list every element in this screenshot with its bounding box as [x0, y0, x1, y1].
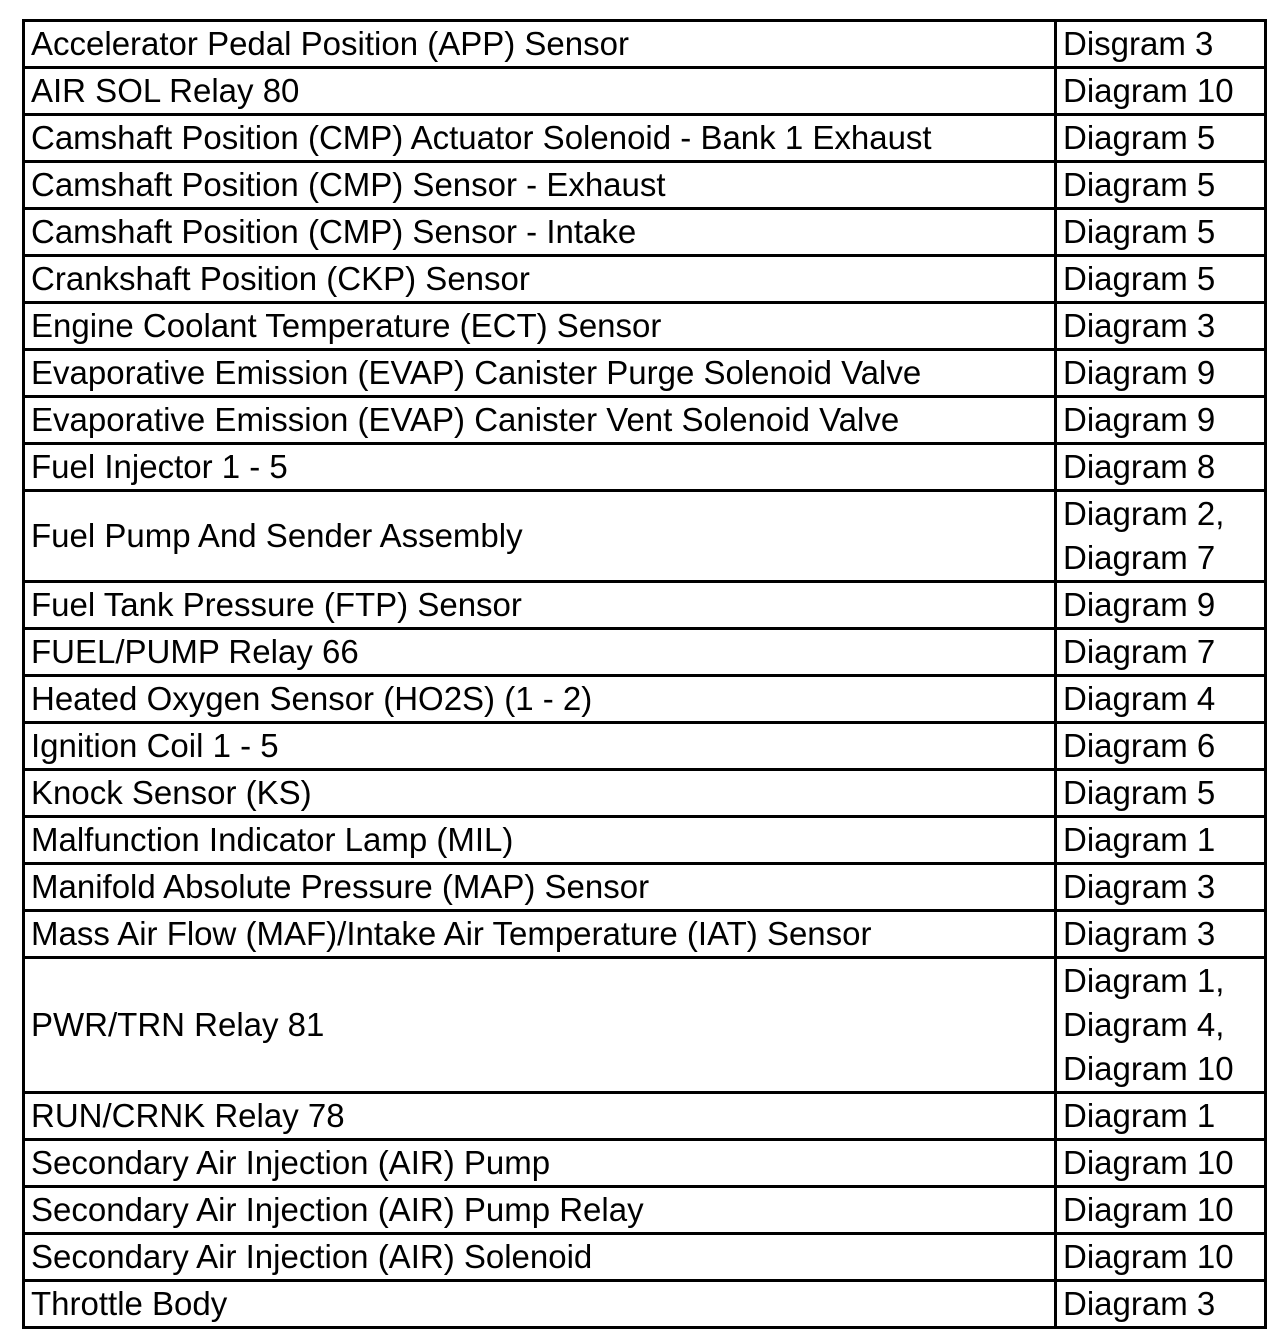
table-row — [24, 397, 1266, 444]
component-name-cell: Fuel Tank Pressure (FTP) Sensor — [24, 582, 1056, 629]
diagram-reference-cell — [1056, 21, 1266, 68]
diagram-reference: Diagram 10 — [1063, 1191, 1234, 1228]
diagram-reference-cell — [1056, 68, 1266, 115]
component-name-cell: Secondary Air Injection (AIR) Pump — [24, 1140, 1056, 1187]
diagram-reference: Diagram 9 — [1063, 401, 1216, 438]
diagram-reference-cell — [1056, 770, 1266, 817]
diagram-reference: Diagram 7 — [1063, 539, 1216, 576]
table-row — [24, 864, 1266, 911]
component-name-cell: Camshaft Position (CMP) Sensor - Intake — [24, 209, 1056, 256]
diagram-reference: Diagram 3 — [1063, 307, 1216, 344]
component-name-cell: Ignition Coil 1 - 5 — [24, 723, 1056, 770]
table-row — [24, 1187, 1266, 1234]
table-row — [24, 68, 1266, 115]
component-name-cell: Camshaft Position (CMP) Actuator Solenoid - Bank 1 Exhaust — [24, 115, 1056, 162]
diagram-reference: Diagram 10 — [1063, 1050, 1234, 1087]
diagram-reference-cell — [1056, 162, 1266, 209]
diagram-reference: Diagram 5 — [1063, 260, 1216, 297]
diagram-reference-cell — [1056, 1140, 1266, 1187]
diagram-reference: Diagram 4, — [1063, 1006, 1225, 1043]
diagram-reference-cell — [1056, 256, 1266, 303]
diagram-reference: Diagram 3 — [1063, 1285, 1216, 1322]
diagram-reference: Diagram 1 — [1063, 821, 1216, 858]
diagram-reference-cell — [1056, 1187, 1266, 1234]
diagram-reference: Diagram 3 — [1063, 868, 1216, 905]
table-row — [24, 958, 1266, 1093]
table-row — [24, 1093, 1266, 1140]
table-row — [24, 350, 1266, 397]
component-name-cell: Engine Coolant Temperature (ECT) Sensor — [24, 303, 1056, 350]
diagram-reference: Diagram 4 — [1063, 680, 1216, 717]
diagram-reference-cell — [1056, 629, 1266, 676]
table-row — [24, 162, 1266, 209]
table-row — [24, 444, 1266, 491]
component-name-cell: AIR SOL Relay 80 — [24, 68, 1056, 115]
table-row — [24, 21, 1266, 68]
diagram-reference-cell — [1056, 723, 1266, 770]
diagram-reference: Diagram 9 — [1063, 354, 1216, 391]
component-name-cell: Mass Air Flow (MAF)/Intake Air Temperature (IAT) Sensor — [24, 911, 1056, 958]
component-name-cell: Crankshaft Position (CKP) Sensor — [24, 256, 1056, 303]
diagram-reference-cell — [1056, 491, 1266, 582]
diagram-reference-cell — [1056, 1234, 1266, 1281]
table-row — [24, 676, 1266, 723]
diagram-reference-cell — [1056, 676, 1266, 723]
diagram-reference-cell — [1056, 817, 1266, 864]
component-name-cell: Fuel Injector 1 - 5 — [24, 444, 1056, 491]
table-row — [24, 1281, 1266, 1328]
table-row — [24, 723, 1266, 770]
component-name-cell: Malfunction Indicator Lamp (MIL) — [24, 817, 1056, 864]
diagram-reference: Diagram 3 — [1063, 915, 1216, 952]
diagram-reference: Diagram 10 — [1063, 1144, 1234, 1181]
component-name-cell: Fuel Pump And Sender Assembly — [24, 491, 1056, 582]
diagram-reference: Diagram 10 — [1063, 1238, 1234, 1275]
table-row — [24, 115, 1266, 162]
diagram-reference-cell — [1056, 958, 1266, 1093]
diagram-reference-cell — [1056, 864, 1266, 911]
component-name-cell: Secondary Air Injection (AIR) Pump Relay — [24, 1187, 1056, 1234]
diagram-reference: Diagram 9 — [1063, 586, 1216, 623]
diagram-reference-cell — [1056, 397, 1266, 444]
component-name-cell: Camshaft Position (CMP) Sensor - Exhaust — [24, 162, 1056, 209]
table-row — [24, 911, 1266, 958]
table-row — [24, 1234, 1266, 1281]
component-name-cell: Accelerator Pedal Position (APP) Sensor — [24, 21, 1056, 68]
table-row — [24, 770, 1266, 817]
diagram-reference-cell — [1056, 350, 1266, 397]
diagram-reference: Diagram 2, — [1063, 495, 1225, 532]
diagram-reference-cell — [1056, 1093, 1266, 1140]
diagram-reference: Diagram 1 — [1063, 1097, 1216, 1134]
component-name-cell: PWR/TRN Relay 81 — [24, 958, 1056, 1093]
table-row — [24, 582, 1266, 629]
diagram-reference: Diagram 8 — [1063, 448, 1216, 485]
diagram-reference-cell — [1056, 209, 1266, 256]
diagram-reference-cell — [1056, 444, 1266, 491]
diagram-reference-cell — [1056, 1281, 1266, 1328]
table-row — [24, 303, 1266, 350]
diagram-reference: Diagram 6 — [1063, 727, 1216, 764]
diagram-reference: Diagram 10 — [1063, 72, 1234, 109]
component-name-cell: Heated Oxygen Sensor (HO2S) (1 - 2) — [24, 676, 1056, 723]
table-body — [24, 21, 1266, 1328]
diagram-reference-cell — [1056, 911, 1266, 958]
diagram-reference-cell — [1056, 303, 1266, 350]
component-name-cell: FUEL/PUMP Relay 66 — [24, 629, 1056, 676]
table-row — [24, 817, 1266, 864]
table-row — [24, 1140, 1266, 1187]
component-name-cell: RUN/CRNK Relay 78 — [24, 1093, 1056, 1140]
diagram-reference: Diagram 7 — [1063, 633, 1216, 670]
diagram-reference: Diagram 1, — [1063, 962, 1225, 999]
diagram-reference-cell — [1056, 582, 1266, 629]
diagram-reference: Diagram 5 — [1063, 119, 1216, 156]
component-name-cell: Throttle Body — [24, 1281, 1056, 1328]
component-name-cell: Manifold Absolute Pressure (MAP) Sensor — [24, 864, 1056, 911]
diagram-reference: Diagram 5 — [1063, 213, 1216, 250]
table-row — [24, 629, 1266, 676]
diagram-reference: Disgram 3 — [1063, 25, 1214, 62]
component-diagram-table — [22, 19, 1267, 1329]
table-row — [24, 209, 1266, 256]
diagram-reference: Diagram 5 — [1063, 166, 1216, 203]
component-name-cell: Evaporative Emission (EVAP) Canister Vent Solenoid Valve — [24, 397, 1056, 444]
component-name-cell: Knock Sensor (KS) — [24, 770, 1056, 817]
table-row — [24, 256, 1266, 303]
diagram-reference: Diagram 5 — [1063, 774, 1216, 811]
component-name-cell: Secondary Air Injection (AIR) Solenoid — [24, 1234, 1056, 1281]
diagram-reference-cell — [1056, 115, 1266, 162]
component-name-cell: Evaporative Emission (EVAP) Canister Purge Solenoid Valve — [24, 350, 1056, 397]
table-row — [24, 491, 1266, 582]
